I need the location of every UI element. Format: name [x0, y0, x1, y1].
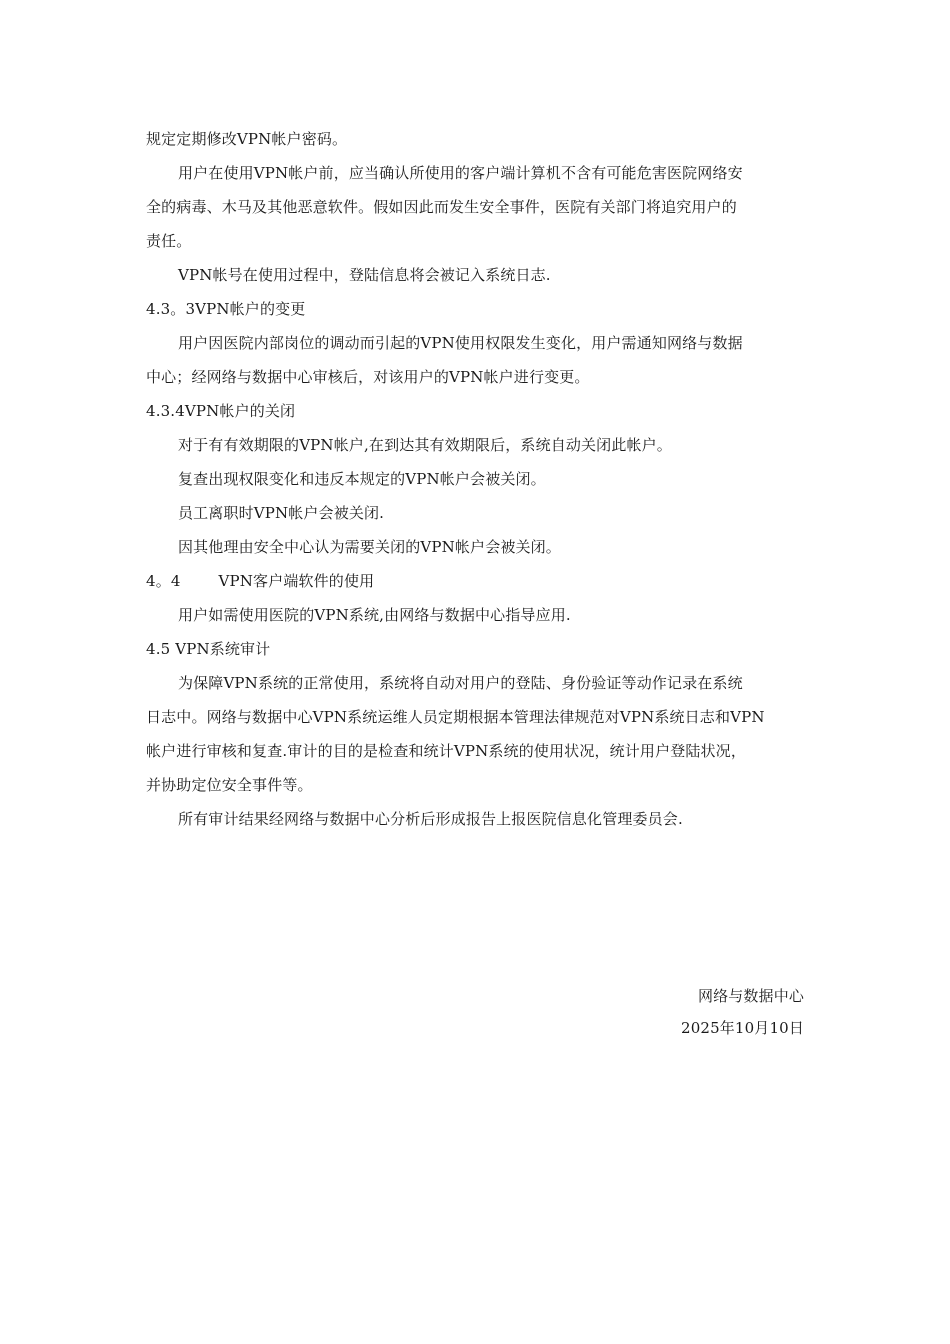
section-heading: 4.5 VPN系统审计: [146, 640, 271, 658]
text-line: 规定定期修改VPN帐户密码。: [146, 130, 348, 148]
paragraph-line: 用户因医院内部岗位的调动而引起的VPN使用权限发生变化，用户需通知网络与数据: [178, 334, 743, 352]
signature-date: 2025年10月10日: [681, 1019, 804, 1037]
section-number: 4。4: [146, 572, 181, 590]
paragraph-line: 用户如需使用医院的VPN系统,由网络与数据中心指导应用.: [178, 606, 571, 624]
text-line: 责任。: [146, 232, 192, 250]
section-title: VPN客户端软件的使用: [218, 572, 375, 590]
section-heading: 4.3.4VPN帐户的关闭: [146, 402, 296, 420]
paragraph-line: 复查出现权限变化和违反本规定的VPN帐户会被关闭。: [178, 470, 546, 488]
paragraph-line: 员工离职时VPN帐户会被关闭.: [178, 504, 385, 522]
document-body: [146, 122, 808, 836]
text-line: 日志中。网络与数据中心VPN系统运维人员定期根据本管理法律规范对VPN系统日志和VPN: [146, 708, 765, 726]
signature-block: [681, 980, 804, 1044]
paragraph-line: 对于有有效期限的VPN帐户,在到达其有效期限后，系统自动关闭此帐户。: [178, 436, 672, 454]
paragraph-line: 为保障VPN系统的正常使用，系统将自动对用户的登陆、身份验证等动作记录在系统: [178, 674, 743, 692]
paragraph-line: 所有审计结果经网络与数据中心分析后形成报告上报医院信息化管理委员会.: [178, 810, 683, 828]
section-heading: 4.3。3VPN帐户的变更: [146, 300, 306, 318]
text-line: 中心；经网络与数据中心审核后，对该用户的VPN帐户进行变更。: [146, 368, 590, 386]
section-heading: [146, 564, 808, 598]
paragraph-line: 用户在使用VPN帐户前，应当确认所使用的客户端计算机不含有可能危害医院网络安: [178, 164, 743, 182]
text-line: 并协助定位安全事件等。: [146, 776, 313, 794]
signature-org: 网络与数据中心: [697, 987, 804, 1005]
paragraph-line: VPN帐号在使用过程中，登陆信息将会被记入系统日志.: [178, 266, 551, 284]
text-line: 帐户进行审核和复查.审计的目的是检查和统计VPN系统的使用状况，统计用户登陆状况，: [146, 742, 746, 760]
text-line: 全的病毒、木马及其他恶意软件。假如因此而发生安全事件，医院有关部门将追究用户的: [146, 198, 737, 216]
paragraph-line: 因其他理由安全中心认为需要关闭的VPN帐户会被关闭。: [178, 538, 561, 556]
